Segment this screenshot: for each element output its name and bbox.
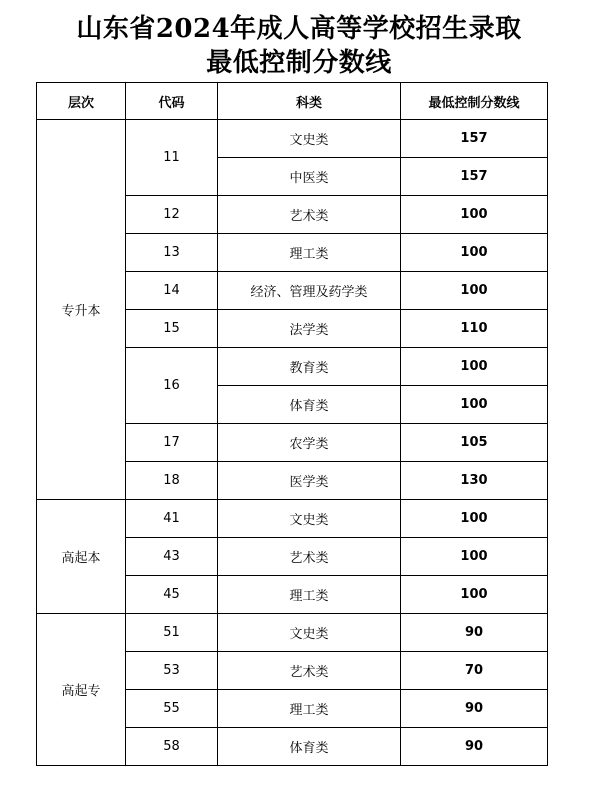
category-cell: 艺术类 — [218, 538, 401, 576]
code-cell: 18 — [126, 462, 218, 500]
score-cell: 105 — [401, 424, 548, 462]
category-cell: 教育类 — [218, 348, 401, 386]
score-cell: 90 — [401, 728, 548, 766]
code-cell: 55 — [126, 690, 218, 728]
score-cell: 100 — [401, 500, 548, 538]
category-cell: 理工类 — [218, 576, 401, 614]
level-cell: 高起本 — [37, 500, 126, 614]
category-cell: 文史类 — [218, 614, 401, 652]
category-cell: 文史类 — [218, 120, 401, 158]
category-cell: 体育类 — [218, 386, 401, 424]
table-body — [37, 120, 548, 766]
code-cell: 17 — [126, 424, 218, 462]
code-cell: 53 — [126, 652, 218, 690]
code-cell: 43 — [126, 538, 218, 576]
score-cell: 70 — [401, 652, 548, 690]
page-subtitle: 最低控制分数线 — [206, 48, 392, 78]
code-cell: 12 — [126, 196, 218, 234]
score-table — [36, 82, 548, 766]
score-cell: 90 — [401, 614, 548, 652]
score-cell: 100 — [401, 272, 548, 310]
page-title: 山东省2024年成人高等学校招生录取 — [76, 14, 522, 44]
header-category: 科类 — [218, 83, 401, 120]
score-cell: 100 — [401, 234, 548, 272]
score-cell: 110 — [401, 310, 548, 348]
header-level: 层次 — [37, 83, 126, 120]
category-cell: 理工类 — [218, 234, 401, 272]
score-cell: 100 — [401, 386, 548, 424]
score-cell: 100 — [401, 348, 548, 386]
score-cell: 100 — [401, 576, 548, 614]
level-cell: 专升本 — [37, 120, 126, 500]
score-cell: 100 — [401, 196, 548, 234]
score-cell: 157 — [401, 120, 548, 158]
code-cell: 45 — [126, 576, 218, 614]
code-cell: 13 — [126, 234, 218, 272]
category-cell: 医学类 — [218, 462, 401, 500]
category-cell: 艺术类 — [218, 196, 401, 234]
category-cell: 农学类 — [218, 424, 401, 462]
category-cell: 体育类 — [218, 728, 401, 766]
category-cell: 经济、管理及药学类 — [218, 272, 401, 310]
code-cell: 41 — [126, 500, 218, 538]
code-cell: 58 — [126, 728, 218, 766]
code-cell: 11 — [126, 120, 218, 196]
header-code: 代码 — [126, 83, 218, 120]
score-cell: 130 — [401, 462, 548, 500]
score-cell: 100 — [401, 538, 548, 576]
table-row — [37, 614, 548, 652]
code-cell: 16 — [126, 348, 218, 424]
category-cell: 中医类 — [218, 158, 401, 196]
code-cell: 15 — [126, 310, 218, 348]
score-cell: 157 — [401, 158, 548, 196]
table-row — [37, 120, 548, 158]
category-cell: 艺术类 — [218, 652, 401, 690]
level-cell: 高起专 — [37, 614, 126, 766]
category-cell: 文史类 — [218, 500, 401, 538]
table-header-row — [37, 83, 548, 120]
header-min-score: 最低控制分数线 — [401, 83, 548, 120]
score-cell: 90 — [401, 690, 548, 728]
table-row — [37, 500, 548, 538]
code-cell: 14 — [126, 272, 218, 310]
category-cell: 理工类 — [218, 690, 401, 728]
code-cell: 51 — [126, 614, 218, 652]
category-cell: 法学类 — [218, 310, 401, 348]
